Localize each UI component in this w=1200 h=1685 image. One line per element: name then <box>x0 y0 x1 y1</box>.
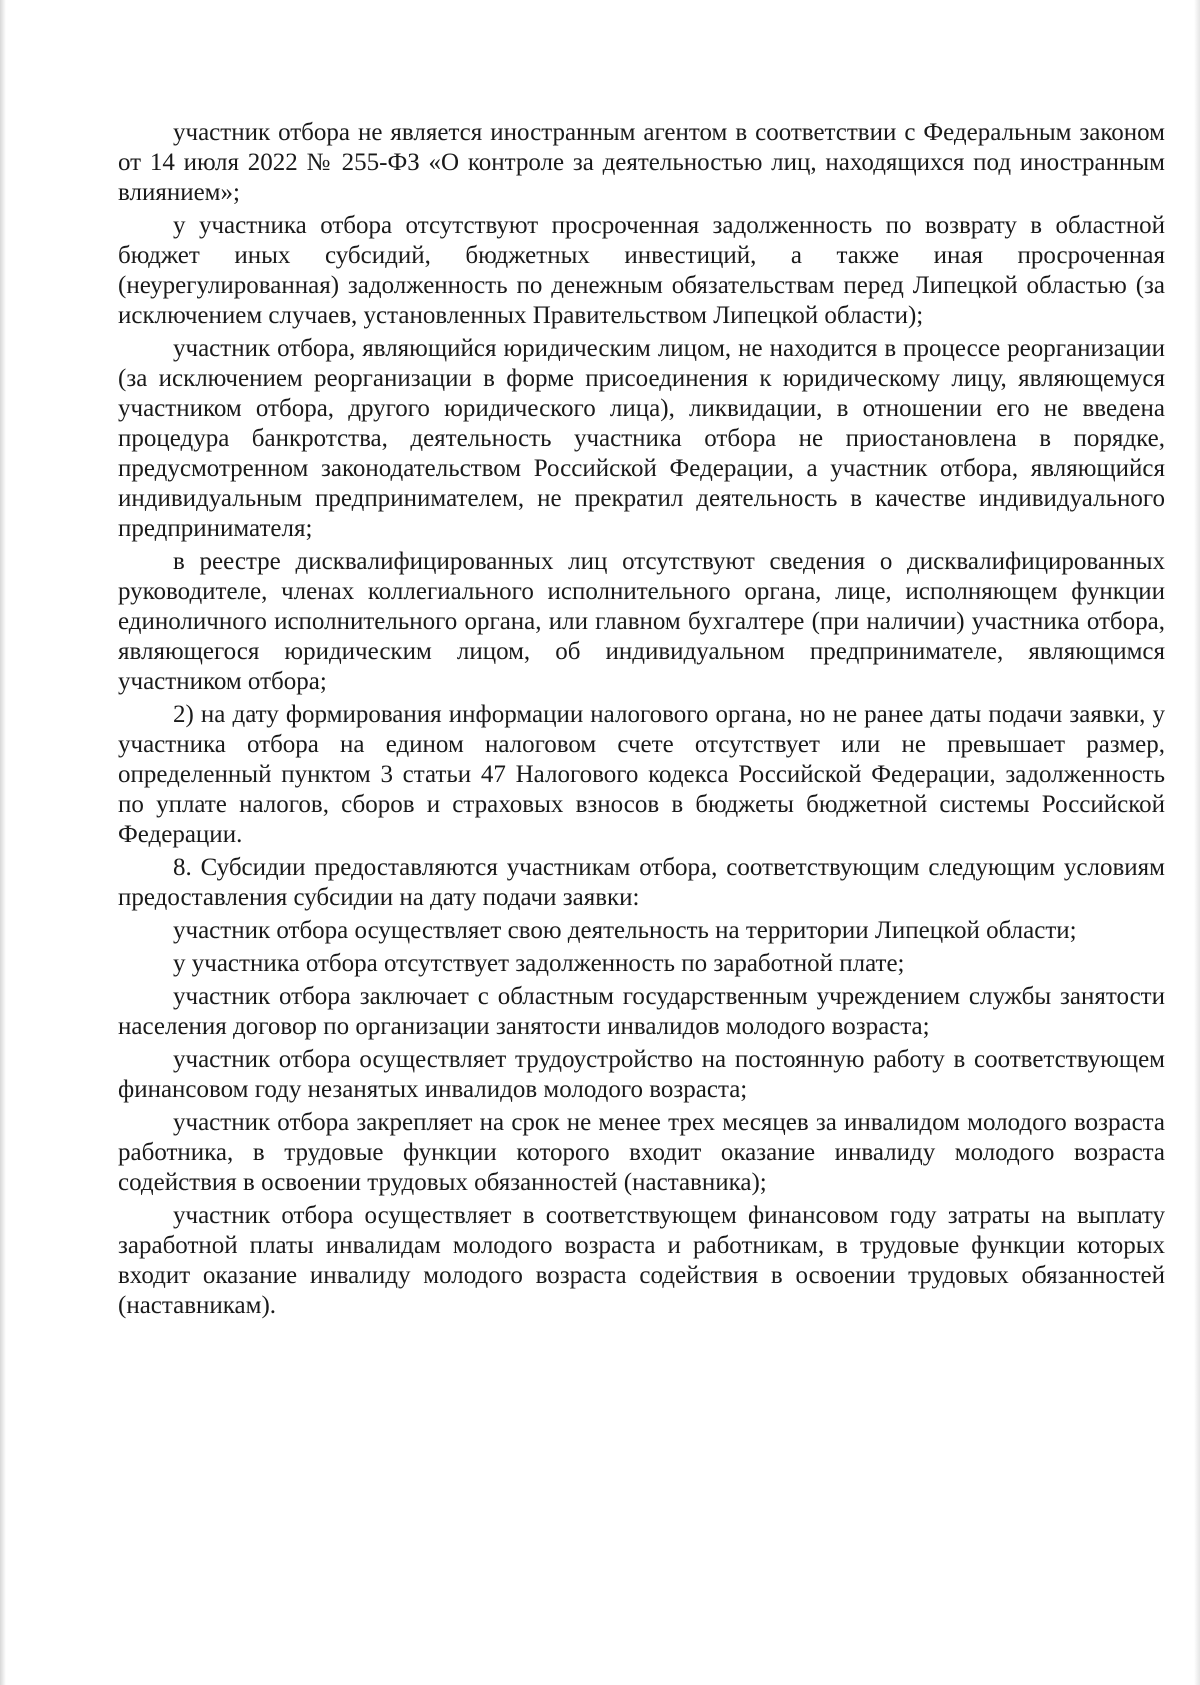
document-body <box>118 118 1165 1324</box>
paragraph-territory: участник отбора осуществляет свою деятельность на территории Липецкой области; <box>173 917 1077 944</box>
paragraph-wage-debt: у участника отбора отсутствует задолженность по заработной плате; <box>173 950 905 977</box>
paragraph-tax-debt: 2) на дату формирования информации налогового органа, но не ранее даты подачи заявки, у участника отбора на едином налоговом счете отсутствует или не превышает размер, определенный пунктом 3 статьи 47 Налогового кодекса Российской Федерации, задолженность по уплате налогов, сборов и страховых взносов в бюджеты бюджетной системы Российской Федерации. <box>118 701 1165 848</box>
paragraph-employment-contract: участник отбора заключает с областным государственным учреждением службы занятости населения договор по организации занятости инвалидов молодого возраста; <box>118 983 1165 1040</box>
paragraph-wage-costs: участник отбора осуществляет в соответствующем финансовом году затраты на выплату заработной платы инвалидам молодого возраста и работникам, в трудовые функции которых входит оказание инвалиду молодого возраста содействия в освоении трудовых обязанностей (наставникам). <box>118 1202 1165 1319</box>
paragraph-foreign-agent: участник отбора не является иностранным агентом в соответствии с Федеральным законом от 14 июля 2022 № 255-ФЗ «О контроле за деятельностью лиц, находящихся под иностранным влиянием»; <box>118 119 1165 206</box>
paragraph-mentor: участник отбора закрепляет на срок не менее трех месяцев за инвалидом молодого возраста работника, в трудовые функции которого входит оказание инвалиду молодого возраста содействия в освоении трудовых обязанностей (наставника); <box>118 1109 1165 1196</box>
paragraph-section-8: 8. Субсидии предоставляются участникам отбора, соответствующим следующим условиям предоставления субсидии на дату подачи заявки: <box>118 854 1165 911</box>
scan-edge-right <box>1194 0 1200 1685</box>
paragraph-disqualified-registry: в реестре дисквалифицированных лиц отсутствуют сведения о дисквалифицированных руководителе, членах коллегиального исполнительного органа, лице, исполняющем функции единоличного исполнительного органа, или главном бухгалтере (при наличии) участника отбора, являющегося юридическим лицом, об индивидуальном предпринимателе, являющимся участником отбора; <box>118 548 1165 695</box>
paragraph-permanent-employment: участник отбора осуществляет трудоустройство на постоянную работу в соответствующем финансовом году незанятых инвалидов молодого возраста; <box>118 1046 1165 1103</box>
paragraph-overdue-debt: у участника отбора отсутствуют просроченная задолженность по возврату в областной бюджет иных субсидий, бюджетных инвестиций, а также иная просроченная (неурегулированная) задолженность по денежным обязательствам перед Липецкой областью (за исключением случаев, установленных Правительством Липецкой области); <box>118 212 1165 329</box>
paragraph-reorganization: участник отбора, являющийся юридическим лицом, не находится в процессе реорганизации (за исключением реорганизации в форме присоединения к юридическому лицу, являющемуся участником отбора, другого юридического лица), ликвидации, в отношении его не введена процедура банкротства, деятельность участника отбора не приостановлена в порядке, предусмотренном законодательством Российской Федерации, а участник отбора, являющийся индивидуальным предпринимателем, не прекратил деятельность в качестве индивидуального предпринимателя; <box>118 335 1165 542</box>
scan-edge-left <box>0 0 6 1685</box>
